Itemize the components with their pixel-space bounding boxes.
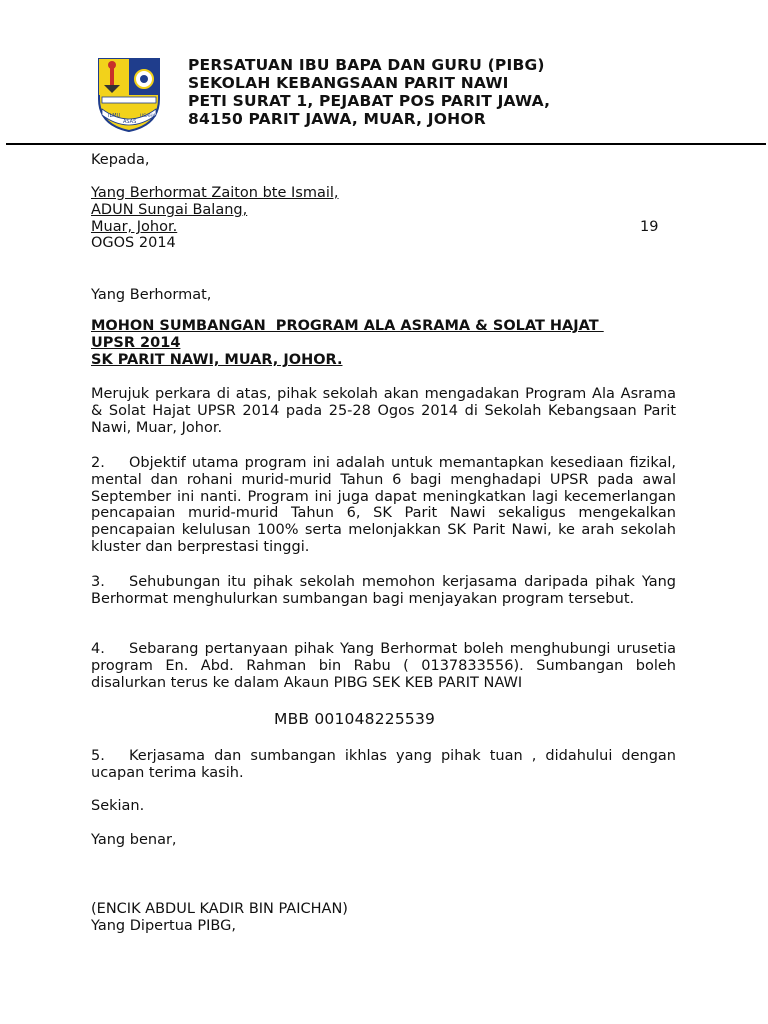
paragraph-5-text: Kerjasama dan sumbangan ikhlas yang pihak tuan , didahului dengan ucapan terima kasih. bbox=[91, 748, 676, 781]
letterhead-line-postcode: 84150 PARIT JAWA, MUAR, JOHOR bbox=[188, 110, 486, 128]
signer-title: Yang Dipertua PIBG, bbox=[91, 918, 236, 934]
signer-name: (ENCIK ABDUL KADIR BIN PAICHAN) bbox=[91, 901, 348, 917]
crest-text-ilmu: ILMU bbox=[108, 113, 121, 119]
letterhead-divider bbox=[6, 143, 766, 145]
letterhead-line-org: PERSATUAN IBU BAPA DAN GURU (PIBG) bbox=[188, 56, 545, 74]
closing-yang-benar: Yang benar, bbox=[91, 832, 177, 848]
bank-account-number: MBB 001048225539 bbox=[274, 710, 436, 728]
paragraph-5-number: 5. bbox=[91, 748, 105, 764]
subject-line-2: UPSR 2014 bbox=[91, 335, 181, 351]
closing-sekian: Sekian. bbox=[91, 798, 145, 814]
paragraph-2 bbox=[91, 455, 676, 556]
subject-line-3: SK PARIT NAWI, MUAR, JOHOR. bbox=[91, 352, 343, 368]
paragraph-4 bbox=[91, 641, 676, 691]
paragraph-3-text: Sehubungan itu pihak sekolah memohon kerjasama daripada pihak Yang Berhormat menghulurkan sumbangan bagi menjayakan program tersebut. bbox=[91, 574, 676, 607]
letterhead-line-pobox: PETI SURAT 1, PEJABAT POS PARIT JAWA, bbox=[188, 92, 551, 110]
crest-text-usaha: USAHA bbox=[140, 114, 156, 119]
recipient-position: ADUN Sungai Balang, bbox=[91, 202, 248, 218]
crest-text-asas: ASAS bbox=[123, 119, 137, 125]
letter-date-month-year: OGOS 2014 bbox=[91, 235, 176, 251]
paragraph-4-text: Sebarang pertanyaan pihak Yang Berhormat boleh menghubungi urusetia program En. Abd. Rahman bin Rabu ( 0137833556). Sumbangan boleh disalurkan terus ke dalam Akaun PIBG SEK KEB PARIT NAWI bbox=[91, 641, 676, 691]
letterhead bbox=[188, 56, 550, 128]
paragraph-3 bbox=[91, 574, 676, 608]
recipient-address: Muar, Johor. bbox=[91, 219, 178, 235]
paragraph-5 bbox=[91, 748, 676, 782]
paragraph-1: Merujuk perkara di atas, pihak sekolah akan mengadakan Program Ala Asrama & Solat Hajat UPSR 2014 pada 25-28 Ogos 2014 di Sekolah Kebangsaan Parit Nawi, Muar, Johor. bbox=[91, 386, 676, 436]
paragraph-2-text: Objektif utama program ini adalah untuk memantapkan kesediaan fizikal, mental dan rohani murid-murid Tahun 6 bagi menghadapi UPSR pada awal September ini nanti. Program ini juga dapat meningkatkan lagi kecemerlangan pencapaian murid-murid Tahun 6, SK Parit Nawi sekaligus mengekalkan pencapaian kelulusan 100% serta melonjakkan SK Parit Nawi, ke arah sekolah kluster dan berprestasi tinggi. bbox=[91, 455, 676, 555]
paragraph-4-number: 4. bbox=[91, 641, 105, 657]
recipient-name: Yang Berhormat Zaiton bte Ismail, bbox=[91, 185, 339, 201]
letterhead-line-school: SEKOLAH KEBANGSAAN PARIT NAWI bbox=[188, 74, 509, 92]
greeting: Yang Berhormat, bbox=[91, 287, 212, 303]
recipient-kepada: Kepada, bbox=[91, 152, 150, 168]
school-crest-logo bbox=[96, 55, 162, 133]
letter-date-day: 19 bbox=[640, 219, 659, 235]
paragraph-2-number: 2. bbox=[91, 455, 105, 471]
paragraph-3-number: 3. bbox=[91, 574, 105, 590]
subject-line-1: MOHON SUMBANGAN PROGRAM ALA ASRAMA & SOLAT HAJAT bbox=[91, 318, 604, 334]
